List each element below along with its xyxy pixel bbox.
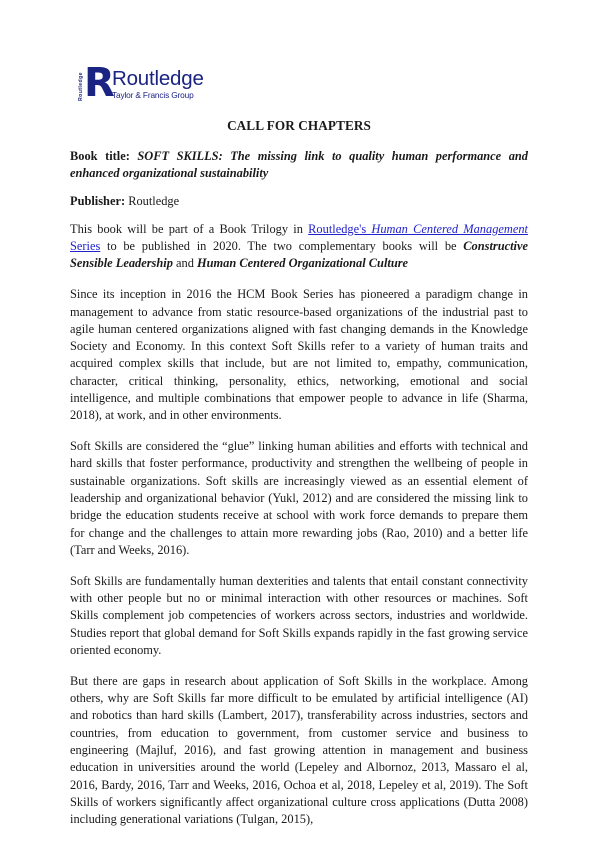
document-body	[70, 117, 528, 842]
trilogy-mid-text: to be published in 2020. The two complementary books will be	[100, 239, 464, 254]
hcm-series-link-prefix: Routledge's	[308, 221, 372, 236]
body-paragraph: Soft Skills are considered the “glue” linking human abilities and efforts with technical and hard skills that foster performance, productivity and strengthen the wellbeing of people in sustainable organizations. Soft skills are increasingly viewed as an essential element of leadership and organizational behavior (Yukl, 2012) and are considered the missing link to bridge the education students receive at school with work force demands to prepare them for change and the challenges to attain more rewarding jobs (Rao, 2010) and a better life (Tarr and Weeks, 2016).	[70, 439, 528, 557]
routledge-r-letter-icon: R	[84, 60, 114, 106]
hcm-series-link-italic: Human Centered Management	[371, 221, 528, 236]
companion-book-b: Human Centered Organizational Culture	[197, 256, 409, 271]
publisher-label: Publisher:	[70, 194, 126, 209]
book-title-label: Book title:	[70, 149, 130, 163]
hcm-series-link-suffix: Series	[70, 239, 101, 254]
body-paragraph: But there are gaps in research about application of Soft Skills in the workplace. Among others, why are Soft Skills far more difficult to be emulated by artificial intelligence (AI) and robotics than hard skills (Lambert, 2017), transferability across industries, sectors and countries, from education to government, from customer service and business to engineering (Majluf, 2016), and fast growing attention in management and business education in universities around the world (Lepeley and Albornoz, 2013, Massaro el al, 2016, Bardy, 2016, Tarr and Weeks, 2016, Ochoa et al, 2018, Lepeley et al, 2019). The Soft Skills of workers significantly affect organizational culture cross applications (Dutta 2008) including generational variations (Tulgan, 2015),	[70, 673, 528, 827]
routledge-logo	[77, 60, 204, 108]
routledge-logo-text	[112, 66, 204, 101]
trilogy-paragraph	[70, 221, 528, 273]
routledge-vertical-wordmark: Routledge	[78, 72, 84, 102]
book-title-value: SOFT SKILLS: The missing link to quality human performance and enhanced organizational sustainability	[70, 149, 528, 181]
trilogy-lead-text: This book will be part of a Book Trilogy in	[70, 221, 309, 236]
body-paragraph: Soft Skills are fundamentally human dexterities and talents that entail constant connectivity with other people but no or minimal interaction with other resources or machines. Soft Skills complement job competencies of workers across sectors, industries and worldwide. Studies report that global demand for Soft Skills expands rapidly in the fast growing service oriented economy.	[70, 573, 528, 657]
companion-book-a: Constructive Sensible Leadership	[70, 239, 528, 271]
routledge-brand-name: Routledge	[112, 67, 204, 90]
trilogy-joiner: and	[172, 256, 198, 271]
page-title: CALL FOR CHAPTERS	[227, 118, 371, 133]
routledge-tagline: Taylor & Francis Group	[112, 90, 194, 100]
book-title-line	[70, 148, 528, 183]
publisher-line	[70, 193, 528, 210]
body-paragraph: Since its inception in 2016 the HCM Book Series has pioneered a paradigm change in management to advance from static resource-based organizations of the industrial past to agile human centered organizations aligned with fast changing demands in the Knowledge Society and Economy. In this context Soft Skills refer to a variety of human traits and acquired complex skills that include, but are not limited to, empathy, communication, character, critical thinking, personality, ethics, networking, emotional and social intelligence, and multiple combinations that empower people to advance in life (Sharma, 2018), at work, and in other environments.	[70, 287, 528, 423]
publisher-value: Routledge	[128, 194, 180, 209]
routledge-logo-mark	[77, 60, 114, 106]
